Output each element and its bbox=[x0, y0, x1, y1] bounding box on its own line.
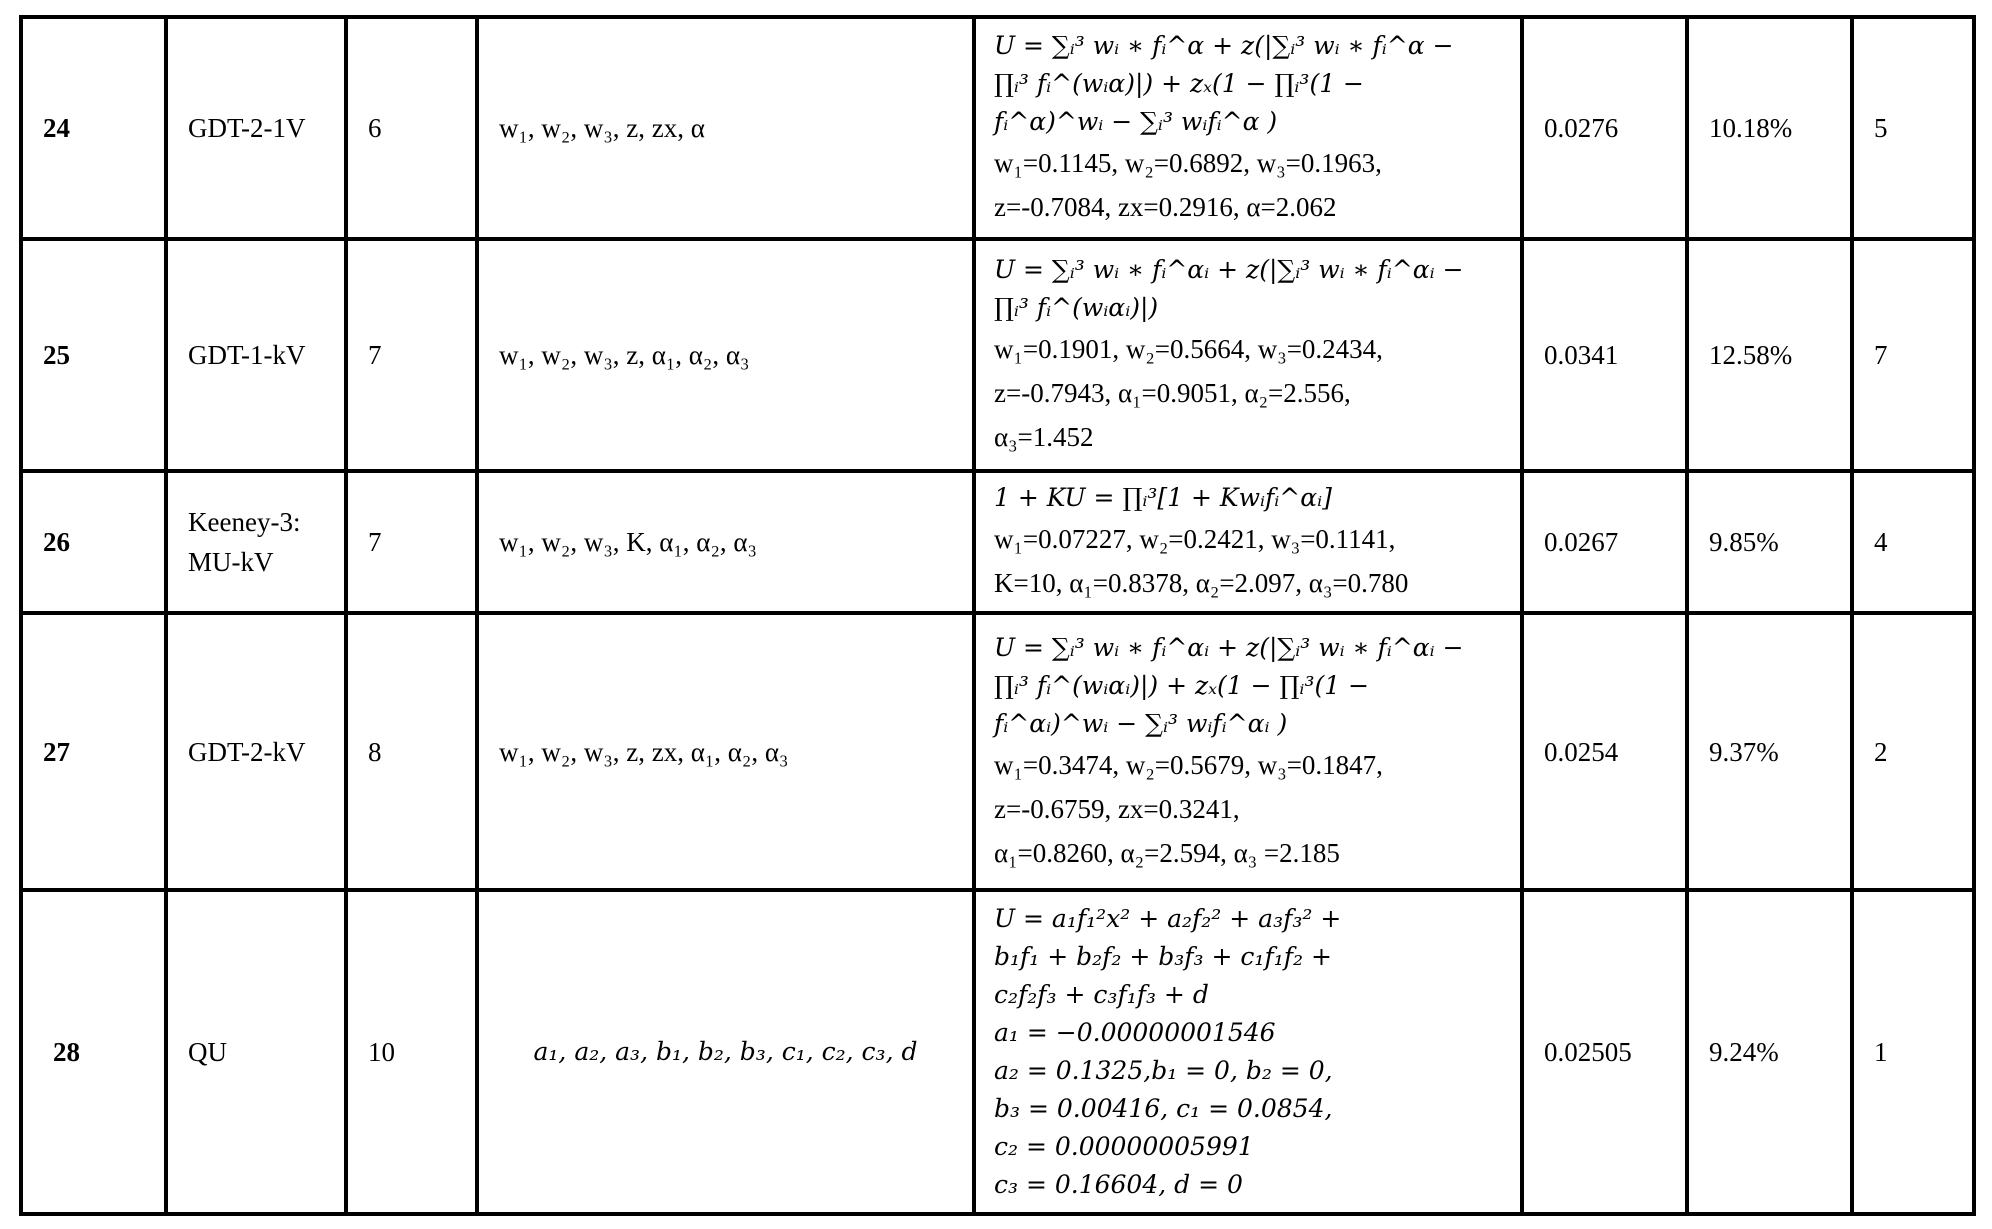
fitted-values-line: α₁=0.8260, α₂=2.594, α₃ =2.185 bbox=[994, 837, 1340, 868]
parameter-list: w₁, w₂, w₃, z, α₁, α₂, α₃ bbox=[477, 239, 974, 471]
parameter-count: 8 bbox=[346, 613, 477, 890]
table-row bbox=[21, 613, 1974, 890]
fitted-values-line: K=10, α₁=0.8378, α₂=2.097, α₃=0.780 bbox=[994, 568, 1409, 598]
formula-cell bbox=[974, 239, 1522, 471]
formula-cell bbox=[974, 17, 1522, 239]
formula-line: b₁f₁ + b₂f₂ + b₃f₃ + c₁f₁f₂ + bbox=[994, 942, 1332, 971]
formula-line: U = ∑ᵢ³ wᵢ ∗ fᵢ^αᵢ + z(|∑ᵢ³ wᵢ ∗ fᵢ^αᵢ − bbox=[994, 632, 1464, 662]
parameter-count: 7 bbox=[346, 471, 477, 613]
error-percent: 9.85% bbox=[1687, 471, 1852, 613]
error-value: 0.0341 bbox=[1522, 239, 1687, 471]
parameter-count: 10 bbox=[346, 890, 477, 1214]
parameter-list: w₁, w₂, w₃, z, zx, α₁, α₂, α₃ bbox=[477, 613, 974, 890]
formula-line: 1 + KU = ∏ᵢ³[1 + Kwᵢfᵢ^αᵢ] bbox=[994, 483, 1332, 512]
rank: 7 bbox=[1852, 239, 1974, 471]
formula-line: ∏ᵢ³ fᵢ^(wᵢαᵢ)|) + zₓ(1 − ∏ᵢ³(1 − bbox=[994, 670, 1370, 700]
table-row bbox=[21, 17, 1974, 239]
model-name: GDT-2-kV bbox=[166, 613, 346, 890]
error-value: 0.0276 bbox=[1522, 17, 1687, 239]
formula-line: U = ∑ᵢ³ wᵢ ∗ fᵢ^α + z(|∑ᵢ³ wᵢ ∗ fᵢ^α − bbox=[994, 31, 1454, 60]
row-id: 27 bbox=[21, 613, 166, 890]
formula-line: ∏ᵢ³ fᵢ^(wᵢα)|) + zₓ(1 − ∏ᵢ³(1 − bbox=[994, 69, 1365, 98]
fitted-values-line: z=-0.7943, α₁=0.9051, α₂=2.556, bbox=[994, 378, 1351, 408]
model-comparison-table bbox=[19, 15, 1976, 1216]
fitted-values-line: w₁=0.1901, w₂=0.5664, w₃=0.2434, bbox=[994, 334, 1383, 364]
fitted-values-line: w₁=0.1145, w₂=0.6892, w₃=0.1963, bbox=[994, 148, 1382, 178]
formula-line: c₂ = 0.00000005991 bbox=[994, 1132, 1254, 1161]
formula-cell bbox=[974, 613, 1522, 890]
error-percent: 9.37% bbox=[1687, 613, 1852, 890]
model-name: GDT-1-kV bbox=[166, 239, 346, 471]
model-name: QU bbox=[166, 890, 346, 1214]
rank: 1 bbox=[1852, 890, 1974, 1214]
table-row bbox=[21, 471, 1974, 613]
model-name: GDT-2-1V bbox=[166, 17, 346, 239]
formula-line: fᵢ^αᵢ)^wᵢ − ∑ᵢ³ wᵢfᵢ^αᵢ ) bbox=[994, 708, 1288, 738]
table-row bbox=[21, 890, 1974, 1214]
parameter-list: a₁, a₂, a₃, b₁, b₂, b₃, c₁, c₂, c₃, d bbox=[477, 890, 974, 1214]
formula-line: U = a₁f₁²x² + a₂f₂² + a₃f₃² + bbox=[994, 904, 1342, 933]
formula-line: ∏ᵢ³ fᵢ^(wᵢαᵢ)|) bbox=[994, 293, 1159, 322]
error-value: 0.02505 bbox=[1522, 890, 1687, 1214]
formula-line: fᵢ^α)^wᵢ − ∑ᵢ³ wᵢfᵢ^α ) bbox=[994, 107, 1278, 136]
error-percent: 12.58% bbox=[1687, 239, 1852, 471]
parameter-list: w₁, w₂, w₃, K, α₁, α₂, α₃ bbox=[477, 471, 974, 613]
formula-line: a₁ = −0.00000001546 bbox=[994, 1018, 1276, 1047]
model-name: Keeney-3: MU-kV bbox=[166, 471, 346, 613]
fitted-values-line: z=-0.6759, zx=0.3241, bbox=[994, 793, 1240, 824]
formula-cell bbox=[974, 471, 1522, 613]
formula-line: b₃ = 0.00416, c₁ = 0.0854, bbox=[994, 1094, 1333, 1123]
formula-line: c₂f₂f₃ + c₃f₁f₃ + d bbox=[994, 980, 1209, 1009]
fitted-values-line: z=-0.7084, zx=0.2916, α=2.062 bbox=[994, 192, 1337, 222]
parameter-count: 7 bbox=[346, 239, 477, 471]
formula-line: U = ∑ᵢ³ wᵢ ∗ fᵢ^αᵢ + z(|∑ᵢ³ wᵢ ∗ fᵢ^αᵢ − bbox=[994, 255, 1464, 284]
error-percent: 9.24% bbox=[1687, 890, 1852, 1214]
rank: 2 bbox=[1852, 613, 1974, 890]
formula-cell bbox=[974, 890, 1522, 1214]
parameter-list: w₁, w₂, w₃, z, zx, α bbox=[477, 17, 974, 239]
parameter-count: 6 bbox=[346, 17, 477, 239]
rank: 5 bbox=[1852, 17, 1974, 239]
row-id: 26 bbox=[21, 471, 166, 613]
row-id: 25 bbox=[21, 239, 166, 471]
fitted-values-line: w₁=0.07227, w₂=0.2421, w₃=0.1141, bbox=[994, 524, 1396, 554]
error-value: 0.0254 bbox=[1522, 613, 1687, 890]
table-row bbox=[21, 239, 1974, 471]
fitted-values-line: w₁=0.3474, w₂=0.5679, w₃=0.1847, bbox=[994, 749, 1383, 780]
formula-line: c₃ = 0.16604, d = 0 bbox=[994, 1170, 1243, 1199]
rank: 4 bbox=[1852, 471, 1974, 613]
fitted-values-line: α₃=1.452 bbox=[994, 422, 1094, 452]
row-id: 24 bbox=[21, 17, 166, 239]
error-value: 0.0267 bbox=[1522, 471, 1687, 613]
formula-line: a₂ = 0.1325,b₁ = 0, b₂ = 0, bbox=[994, 1056, 1333, 1085]
error-percent: 10.18% bbox=[1687, 17, 1852, 239]
row-id: 28 bbox=[21, 890, 166, 1214]
